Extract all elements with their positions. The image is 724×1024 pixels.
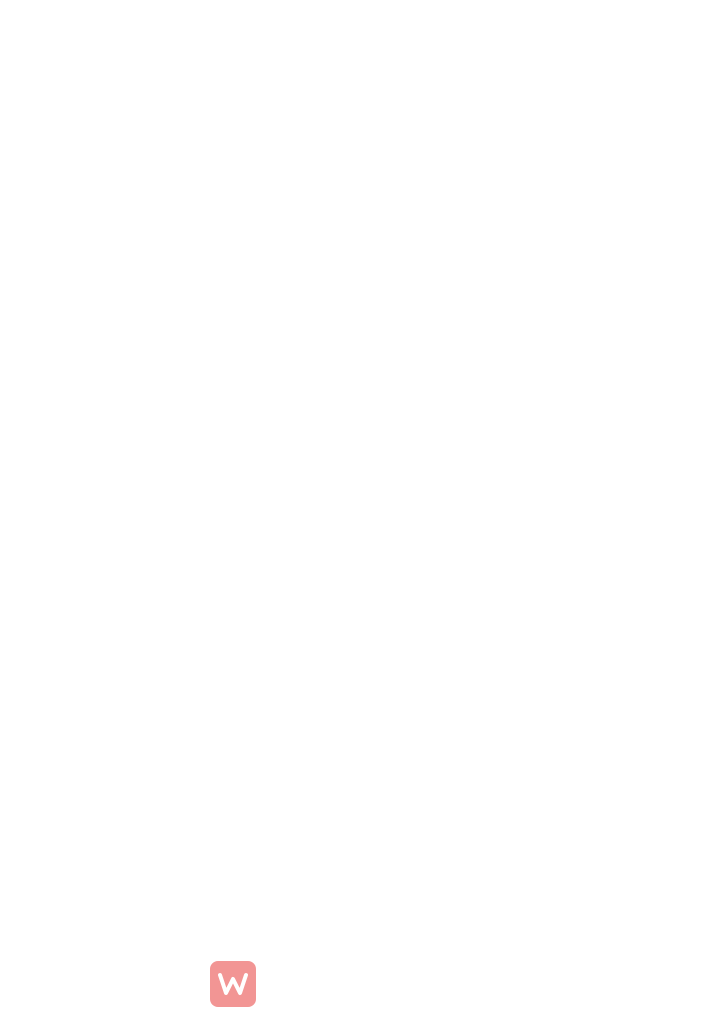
document-body: [50, 30, 670, 32]
wps-logo-icon[interactable]: [210, 961, 256, 1007]
wps-edit-banner[interactable]: [210, 960, 270, 1008]
